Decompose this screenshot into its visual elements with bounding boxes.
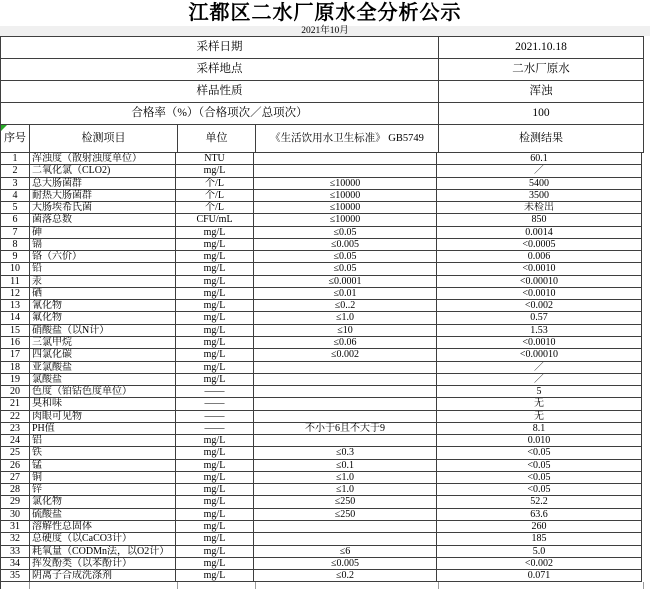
table-row xyxy=(1,570,644,582)
unit: —— xyxy=(176,386,254,398)
sample-nature-label: 样品性质 xyxy=(1,81,439,103)
table-row xyxy=(1,411,644,423)
unit: mg/L xyxy=(176,227,254,239)
item-name: 色度（铂钴色度单位） xyxy=(30,386,176,398)
item-name: 铬（六价） xyxy=(30,251,176,263)
table-row xyxy=(1,398,644,410)
table-row xyxy=(1,239,644,251)
standard-limit: ≤0.005 xyxy=(254,558,437,570)
table-row xyxy=(1,496,644,508)
item-name: 铅 xyxy=(30,263,176,275)
unit: mg/L xyxy=(176,546,254,558)
table-row xyxy=(1,558,644,570)
result: <0.0005 xyxy=(437,239,642,251)
result: 63.6 xyxy=(437,509,642,521)
standard-limit: ≤0.05 xyxy=(254,251,437,263)
standard-limit: ≤250 xyxy=(254,496,437,508)
item-name: 氯化物 xyxy=(30,496,176,508)
result: 5.0 xyxy=(437,546,642,558)
table-row xyxy=(1,190,644,202)
standard-limit: ≤250 xyxy=(254,509,437,521)
pass-rate-label: 合格率（%）（合格项次／总项次） xyxy=(1,103,439,125)
item-name: 铜 xyxy=(30,472,176,484)
report-month: 2021年10月 xyxy=(301,26,349,36)
table-row xyxy=(1,214,644,226)
item-name: 镉 xyxy=(30,239,176,251)
standard-limit: ≤0.05 xyxy=(254,227,437,239)
result: 8.1 xyxy=(437,423,642,435)
row-number: 19 xyxy=(1,374,30,386)
unit: —— xyxy=(176,411,254,423)
table-row xyxy=(1,484,644,496)
sampling-date-label: 采样日期 xyxy=(1,37,439,59)
item-name: 亚氯酸盐 xyxy=(30,362,176,374)
row-number: 3 xyxy=(1,178,30,190)
unit: mg/L xyxy=(176,472,254,484)
row-number: 21 xyxy=(1,398,30,410)
row-number: 6 xyxy=(1,214,30,226)
sampling-site-label: 采样地点 xyxy=(1,59,439,81)
result: 0.57 xyxy=(437,312,642,324)
pass-rate-value: 100 xyxy=(439,103,644,125)
header-standard: 《生活饮用水卫生标准》 GB5749 xyxy=(256,125,439,153)
result: <0.0010 xyxy=(437,263,642,275)
result: ／ xyxy=(437,165,642,177)
standard-limit xyxy=(254,374,437,386)
table-row xyxy=(1,153,644,165)
standard-limit: ≤1.0 xyxy=(254,484,437,496)
sample-nature-value: 浑浊 xyxy=(439,81,644,103)
row-number: 10 xyxy=(1,263,30,275)
result: <0.00010 xyxy=(437,276,642,288)
item-name: 大肠埃希氏菌 xyxy=(30,202,176,214)
unit: mg/L xyxy=(176,263,254,275)
row-number: 15 xyxy=(1,325,30,337)
row-number: 27 xyxy=(1,472,30,484)
result: <0.05 xyxy=(437,460,642,472)
unit: mg/L xyxy=(176,362,254,374)
row-number: 1 xyxy=(1,153,30,165)
row-number: 7 xyxy=(1,227,30,239)
result: 0.010 xyxy=(437,435,642,447)
result: 260 xyxy=(437,521,642,533)
header-unit: 单位 xyxy=(178,125,256,153)
standard-limit: ≤10000 xyxy=(254,202,437,214)
result: 60.1 xyxy=(437,153,642,165)
unit: mg/L xyxy=(176,312,254,324)
row-number: 23 xyxy=(1,423,30,435)
result: <0.05 xyxy=(437,472,642,484)
item-name: 砷 xyxy=(30,227,176,239)
sampling-date-value: 2021.10.18 xyxy=(439,37,644,59)
row-number: 35 xyxy=(1,570,30,582)
row-number: 33 xyxy=(1,546,30,558)
table-row xyxy=(1,423,644,435)
standard-limit: ≤0.05 xyxy=(254,263,437,275)
standard-limit: ≤0.1 xyxy=(254,460,437,472)
item-name: 肉眼可见物 xyxy=(30,411,176,423)
unit: —— xyxy=(176,398,254,410)
unit: NTU xyxy=(176,153,254,165)
table-row xyxy=(1,472,644,484)
result: ／ xyxy=(437,374,642,386)
row-number: 4 xyxy=(1,190,30,202)
standard-limit: ≤6 xyxy=(254,546,437,558)
item-name: 二氧化氯（CLO2) xyxy=(30,165,176,177)
unit: 个/L xyxy=(176,178,254,190)
row-number: 25 xyxy=(1,447,30,459)
table-row xyxy=(1,325,644,337)
result: <0.05 xyxy=(437,484,642,496)
unit: mg/L xyxy=(176,374,254,386)
unit: mg/L xyxy=(176,300,254,312)
result: 0.0014 xyxy=(437,227,642,239)
standard-limit: ≤1.0 xyxy=(254,472,437,484)
item-name: 锰 xyxy=(30,460,176,472)
unit: 个/L xyxy=(176,190,254,202)
info-row-pass-rate xyxy=(1,103,644,125)
item-name: 硝酸盐（以N计） xyxy=(30,325,176,337)
unit: mg/L xyxy=(176,288,254,300)
result: 5 xyxy=(437,386,642,398)
standard-limit xyxy=(254,153,437,165)
standard-limit: ≤10000 xyxy=(254,214,437,226)
result: <0.002 xyxy=(437,300,642,312)
table-row xyxy=(1,533,644,545)
table-row xyxy=(1,263,644,275)
standard-limit: ≤0.0001 xyxy=(254,276,437,288)
unit: mg/L xyxy=(176,276,254,288)
item-name: 总大肠菌群 xyxy=(30,178,176,190)
standard-limit: ≤0.005 xyxy=(254,239,437,251)
result: <0.002 xyxy=(437,558,642,570)
row-number: 17 xyxy=(1,349,30,361)
unit: mg/L xyxy=(176,447,254,459)
item-name: 溶解性总固体 xyxy=(30,521,176,533)
unit: mg/L xyxy=(176,165,254,177)
result: 185 xyxy=(437,533,642,545)
unit: mg/L xyxy=(176,239,254,251)
row-number: 30 xyxy=(1,509,30,521)
empty-stub-row xyxy=(1,582,644,589)
table-row xyxy=(1,312,644,324)
table-row xyxy=(1,202,644,214)
info-row-sample-nature xyxy=(1,81,644,103)
result: <0.0010 xyxy=(437,288,642,300)
result: <0.0010 xyxy=(437,337,642,349)
table-row xyxy=(1,251,644,263)
unit: 个/L xyxy=(176,202,254,214)
column-header-row xyxy=(1,125,644,153)
result: ／ xyxy=(437,362,642,374)
row-number: 28 xyxy=(1,484,30,496)
result: 850 xyxy=(437,214,642,226)
standard-limit xyxy=(254,533,437,545)
standard-limit: ≤10000 xyxy=(254,178,437,190)
item-name: 挥发酚类（以苯酚计） xyxy=(30,558,176,570)
standard-limit: ≤0.06 xyxy=(254,337,437,349)
header-result: 检测结果 xyxy=(439,125,644,153)
item-name: 臭和味 xyxy=(30,398,176,410)
result: 1.53 xyxy=(437,325,642,337)
item-name: 氯酸盐 xyxy=(30,374,176,386)
standard-limit xyxy=(254,521,437,533)
unit: mg/L xyxy=(176,496,254,508)
standard-limit: ≤0.2 xyxy=(254,570,437,582)
row-number: 24 xyxy=(1,435,30,447)
result: 52.2 xyxy=(437,496,642,508)
standard-limit xyxy=(254,165,437,177)
row-number: 22 xyxy=(1,411,30,423)
item-name: 氟化物 xyxy=(30,312,176,324)
unit: mg/L xyxy=(176,435,254,447)
item-name: 汞 xyxy=(30,276,176,288)
item-name: 阴离子合成洗涤剂 xyxy=(30,570,176,582)
standard-limit xyxy=(254,386,437,398)
row-number: 18 xyxy=(1,362,30,374)
table-row xyxy=(1,227,644,239)
result: 无 xyxy=(437,398,642,410)
row-number: 11 xyxy=(1,276,30,288)
unit: CFU/mL xyxy=(176,214,254,226)
standard-limit: ≤0.3 xyxy=(254,447,437,459)
result: <0.05 xyxy=(437,447,642,459)
table-row xyxy=(1,276,644,288)
table-row xyxy=(1,288,644,300)
standard-limit xyxy=(254,411,437,423)
unit: mg/L xyxy=(176,521,254,533)
standard-limit: ≤0..2 xyxy=(254,300,437,312)
standard-limit xyxy=(254,362,437,374)
table-row xyxy=(1,349,644,361)
row-number: 2 xyxy=(1,165,30,177)
row-number: 16 xyxy=(1,337,30,349)
analysis-table xyxy=(0,36,644,589)
item-name: 总硬度（以CaCO3计） xyxy=(30,533,176,545)
row-number: 31 xyxy=(1,521,30,533)
table-row xyxy=(1,165,644,177)
result: 3500 xyxy=(437,190,642,202)
unit: —— xyxy=(176,423,254,435)
unit: mg/L xyxy=(176,349,254,361)
unit: mg/L xyxy=(176,533,254,545)
header-item-name: 检测项目 xyxy=(30,125,178,153)
item-name: 铝 xyxy=(30,435,176,447)
item-name: 耐热大肠菌群 xyxy=(30,190,176,202)
row-number: 32 xyxy=(1,533,30,545)
table-row xyxy=(1,178,644,190)
row-number: 34 xyxy=(1,558,30,570)
standard-limit xyxy=(254,398,437,410)
item-name: 氰化物 xyxy=(30,300,176,312)
standard-limit xyxy=(254,435,437,447)
table-row xyxy=(1,435,644,447)
header-row-number: 序号 xyxy=(1,125,30,153)
unit: mg/L xyxy=(176,325,254,337)
item-name: 铁 xyxy=(30,447,176,459)
unit: mg/L xyxy=(176,570,254,582)
standard-limit: ≤1.0 xyxy=(254,312,437,324)
item-name: 硫酸盐 xyxy=(30,509,176,521)
table-row xyxy=(1,374,644,386)
result: 5400 xyxy=(437,178,642,190)
item-name: 耗氧量（CODMn法，以O2计） xyxy=(30,546,176,558)
row-number: 5 xyxy=(1,202,30,214)
excel-error-indicator-icon xyxy=(1,125,7,131)
result: 0.006 xyxy=(437,251,642,263)
row-number: 12 xyxy=(1,288,30,300)
row-number: 20 xyxy=(1,386,30,398)
info-row-sampling-site xyxy=(1,59,644,81)
item-name: 菌落总数 xyxy=(30,214,176,226)
item-name: PH值 xyxy=(30,423,176,435)
unit: mg/L xyxy=(176,484,254,496)
standard-limit: ≤0.01 xyxy=(254,288,437,300)
row-number: 29 xyxy=(1,496,30,508)
table-row xyxy=(1,447,644,459)
row-number: 8 xyxy=(1,239,30,251)
unit: mg/L xyxy=(176,460,254,472)
result: 无 xyxy=(437,411,642,423)
table-row xyxy=(1,362,644,374)
item-name: 四氯化碳 xyxy=(30,349,176,361)
table-row xyxy=(1,386,644,398)
item-name: 硒 xyxy=(30,288,176,300)
unit: mg/L xyxy=(176,558,254,570)
standard-limit: 不小于6且不大于9 xyxy=(254,423,437,435)
sampling-site-value: 二水厂原水 xyxy=(439,59,644,81)
table-row xyxy=(1,300,644,312)
item-name: 锌 xyxy=(30,484,176,496)
table-row xyxy=(1,337,644,349)
row-number: 9 xyxy=(1,251,30,263)
page-title: 江都区二水厂原水全分析公示 xyxy=(188,2,462,24)
standard-limit: ≤0.002 xyxy=(254,349,437,361)
row-number: 13 xyxy=(1,300,30,312)
table-row xyxy=(1,546,644,558)
table-row xyxy=(1,509,644,521)
table-row xyxy=(1,460,644,472)
report-month-band xyxy=(0,26,650,36)
unit: mg/L xyxy=(176,509,254,521)
result: 0.071 xyxy=(437,570,642,582)
unit: mg/L xyxy=(176,251,254,263)
table-row xyxy=(1,521,644,533)
unit: mg/L xyxy=(176,337,254,349)
item-name: 三氯甲烷 xyxy=(30,337,176,349)
row-number: 14 xyxy=(1,312,30,324)
info-row-sampling-date xyxy=(1,37,644,59)
standard-limit: ≤10 xyxy=(254,325,437,337)
row-number: 26 xyxy=(1,460,30,472)
standard-limit: ≤10000 xyxy=(254,190,437,202)
result: 未检出 xyxy=(437,202,642,214)
table-body xyxy=(1,153,644,582)
result: <0.00010 xyxy=(437,349,642,361)
item-name: 浑浊度（散射浊度单位） xyxy=(30,153,176,165)
